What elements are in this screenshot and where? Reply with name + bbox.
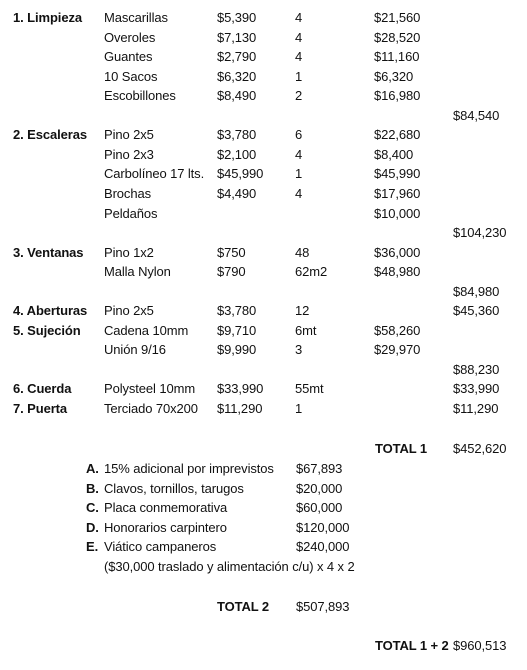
- item-total: $21,560: [374, 10, 421, 25]
- total-2-label: TOTAL 2: [217, 599, 270, 614]
- extra-description: 15% adicional por imprevistos: [104, 461, 274, 476]
- item-total: $10,000: [374, 205, 421, 221]
- grand-total-label: TOTAL 1 + 2: [375, 638, 449, 653]
- item-quantity: 4: [295, 146, 303, 162]
- item-quantity: 1: [295, 166, 303, 182]
- section-title: 4. Aberturas: [13, 303, 88, 319]
- section-subtotal: $11,290: [453, 401, 499, 416]
- item-total: $36,000: [374, 244, 421, 260]
- item-unit-price: $4,490: [217, 185, 257, 201]
- item-name: Terciado 70x200: [104, 401, 198, 416]
- section-title: 2. Escaleras: [13, 127, 87, 143]
- extra-letter: C.: [86, 500, 99, 516]
- item-name: Malla Nylon: [104, 264, 171, 280]
- item-quantity: 1: [295, 401, 303, 416]
- item-unit-price: $33,990: [217, 381, 264, 397]
- extra-amount: $67,893: [296, 461, 343, 476]
- item-name: Polysteel 10mm: [104, 381, 196, 397]
- extra-letter: B.: [86, 480, 99, 496]
- item-name: Mascarillas: [104, 10, 168, 25]
- item-unit-price: $3,780: [217, 127, 257, 143]
- section-title: 3. Ventanas: [13, 244, 84, 260]
- item-total: $11,160: [374, 49, 420, 65]
- item-unit-price: $11,290: [217, 401, 263, 416]
- extra-amount: $120,000: [296, 519, 350, 535]
- item-name: Brochas: [104, 185, 151, 201]
- extra-description: Clavos, tornillos, tarugos: [104, 480, 244, 496]
- item-unit-price: $45,990: [217, 166, 264, 182]
- item-name: Pino 2x3: [104, 146, 154, 162]
- total-2-value: $507,893: [296, 599, 350, 614]
- item-unit-price: $2,100: [217, 146, 257, 162]
- extra-amount: $240,000: [296, 539, 350, 555]
- item-quantity: 4: [295, 49, 303, 65]
- item-unit-price: $9,990: [217, 342, 257, 358]
- item-unit-price: $5,390: [217, 10, 257, 25]
- item-quantity: 4: [295, 29, 303, 45]
- item-name: Unión 9/16: [104, 342, 166, 358]
- item-unit-price: $750: [217, 244, 246, 260]
- item-unit-price: $790: [217, 264, 246, 280]
- section-subtotal: $45,360: [453, 303, 500, 319]
- item-name: 10 Sacos: [104, 68, 158, 84]
- item-name: Peldaños: [104, 205, 158, 221]
- section-title: 7. Puerta: [13, 401, 68, 416]
- item-quantity: 12: [295, 303, 310, 319]
- item-name: Pino 1x2: [104, 244, 154, 260]
- total-1-value: $452,620: [453, 441, 507, 456]
- section-subtotal: $84,540: [453, 107, 500, 123]
- item-name: Guantes: [104, 49, 153, 65]
- item-total: $45,990: [374, 166, 421, 182]
- section-subtotal: $33,990: [453, 381, 500, 397]
- item-quantity: 4: [295, 10, 303, 25]
- item-unit-price: $8,490: [217, 88, 257, 104]
- section-subtotal: $104,230: [453, 225, 507, 241]
- item-total: $48,980: [374, 264, 421, 280]
- extra-amount: $60,000: [296, 500, 343, 516]
- item-quantity: 6: [295, 127, 303, 143]
- item-total: $58,260: [374, 322, 421, 338]
- extra-description: Honorarios carpintero: [104, 519, 227, 535]
- section-subtotal: $88,230: [453, 361, 500, 377]
- section-title: 5. Sujeción: [13, 322, 81, 338]
- item-name: Overoles: [104, 29, 156, 45]
- item-name: Cadena 10mm: [104, 322, 189, 338]
- extra-letter: A.: [86, 461, 99, 476]
- section-subtotal: $84,980: [453, 283, 500, 299]
- item-name: Escobillones: [104, 88, 176, 104]
- grand-total-value: $960,513: [453, 638, 507, 653]
- item-unit-price: $6,320: [217, 68, 257, 84]
- total-1-label: TOTAL 1: [375, 441, 428, 456]
- item-unit-price: $9,710: [217, 322, 257, 338]
- item-quantity: 3: [295, 342, 303, 358]
- item-unit-price: $3,780: [217, 303, 257, 319]
- item-total: $22,680: [374, 127, 421, 143]
- item-total: $17,960: [374, 185, 421, 201]
- extras-note: ($30,000 traslado y alimentación c/u) x 4 x 2: [104, 559, 355, 574]
- extra-letter: D.: [86, 519, 99, 535]
- item-unit-price: $7,130: [217, 29, 257, 45]
- item-total: $16,980: [374, 88, 421, 104]
- item-quantity: 2: [295, 88, 303, 104]
- extra-amount: $20,000: [296, 480, 343, 496]
- item-name: Carbolíneo 17 lts.: [104, 166, 205, 182]
- item-quantity: 4: [295, 185, 303, 201]
- item-total: $29,970: [374, 342, 421, 358]
- section-title: 1. Limpieza: [13, 10, 82, 25]
- extra-letter: E.: [86, 539, 99, 555]
- item-total: $8,400: [374, 146, 414, 162]
- item-quantity: 6mt: [295, 322, 317, 338]
- extra-description: Viático campaneros: [104, 539, 217, 555]
- section-title: 6. Cuerda: [13, 381, 72, 397]
- item-total: $6,320: [374, 68, 414, 84]
- item-total: $28,520: [374, 29, 421, 45]
- extra-description: Placa conmemorativa: [104, 500, 228, 516]
- item-quantity: 1: [295, 68, 303, 84]
- item-unit-price: $2,790: [217, 49, 257, 65]
- item-quantity: 48: [295, 244, 310, 260]
- item-name: Pino 2x5: [104, 303, 154, 319]
- item-quantity: 62m2: [295, 264, 328, 280]
- item-quantity: 55mt: [295, 381, 324, 397]
- item-name: Pino 2x5: [104, 127, 154, 143]
